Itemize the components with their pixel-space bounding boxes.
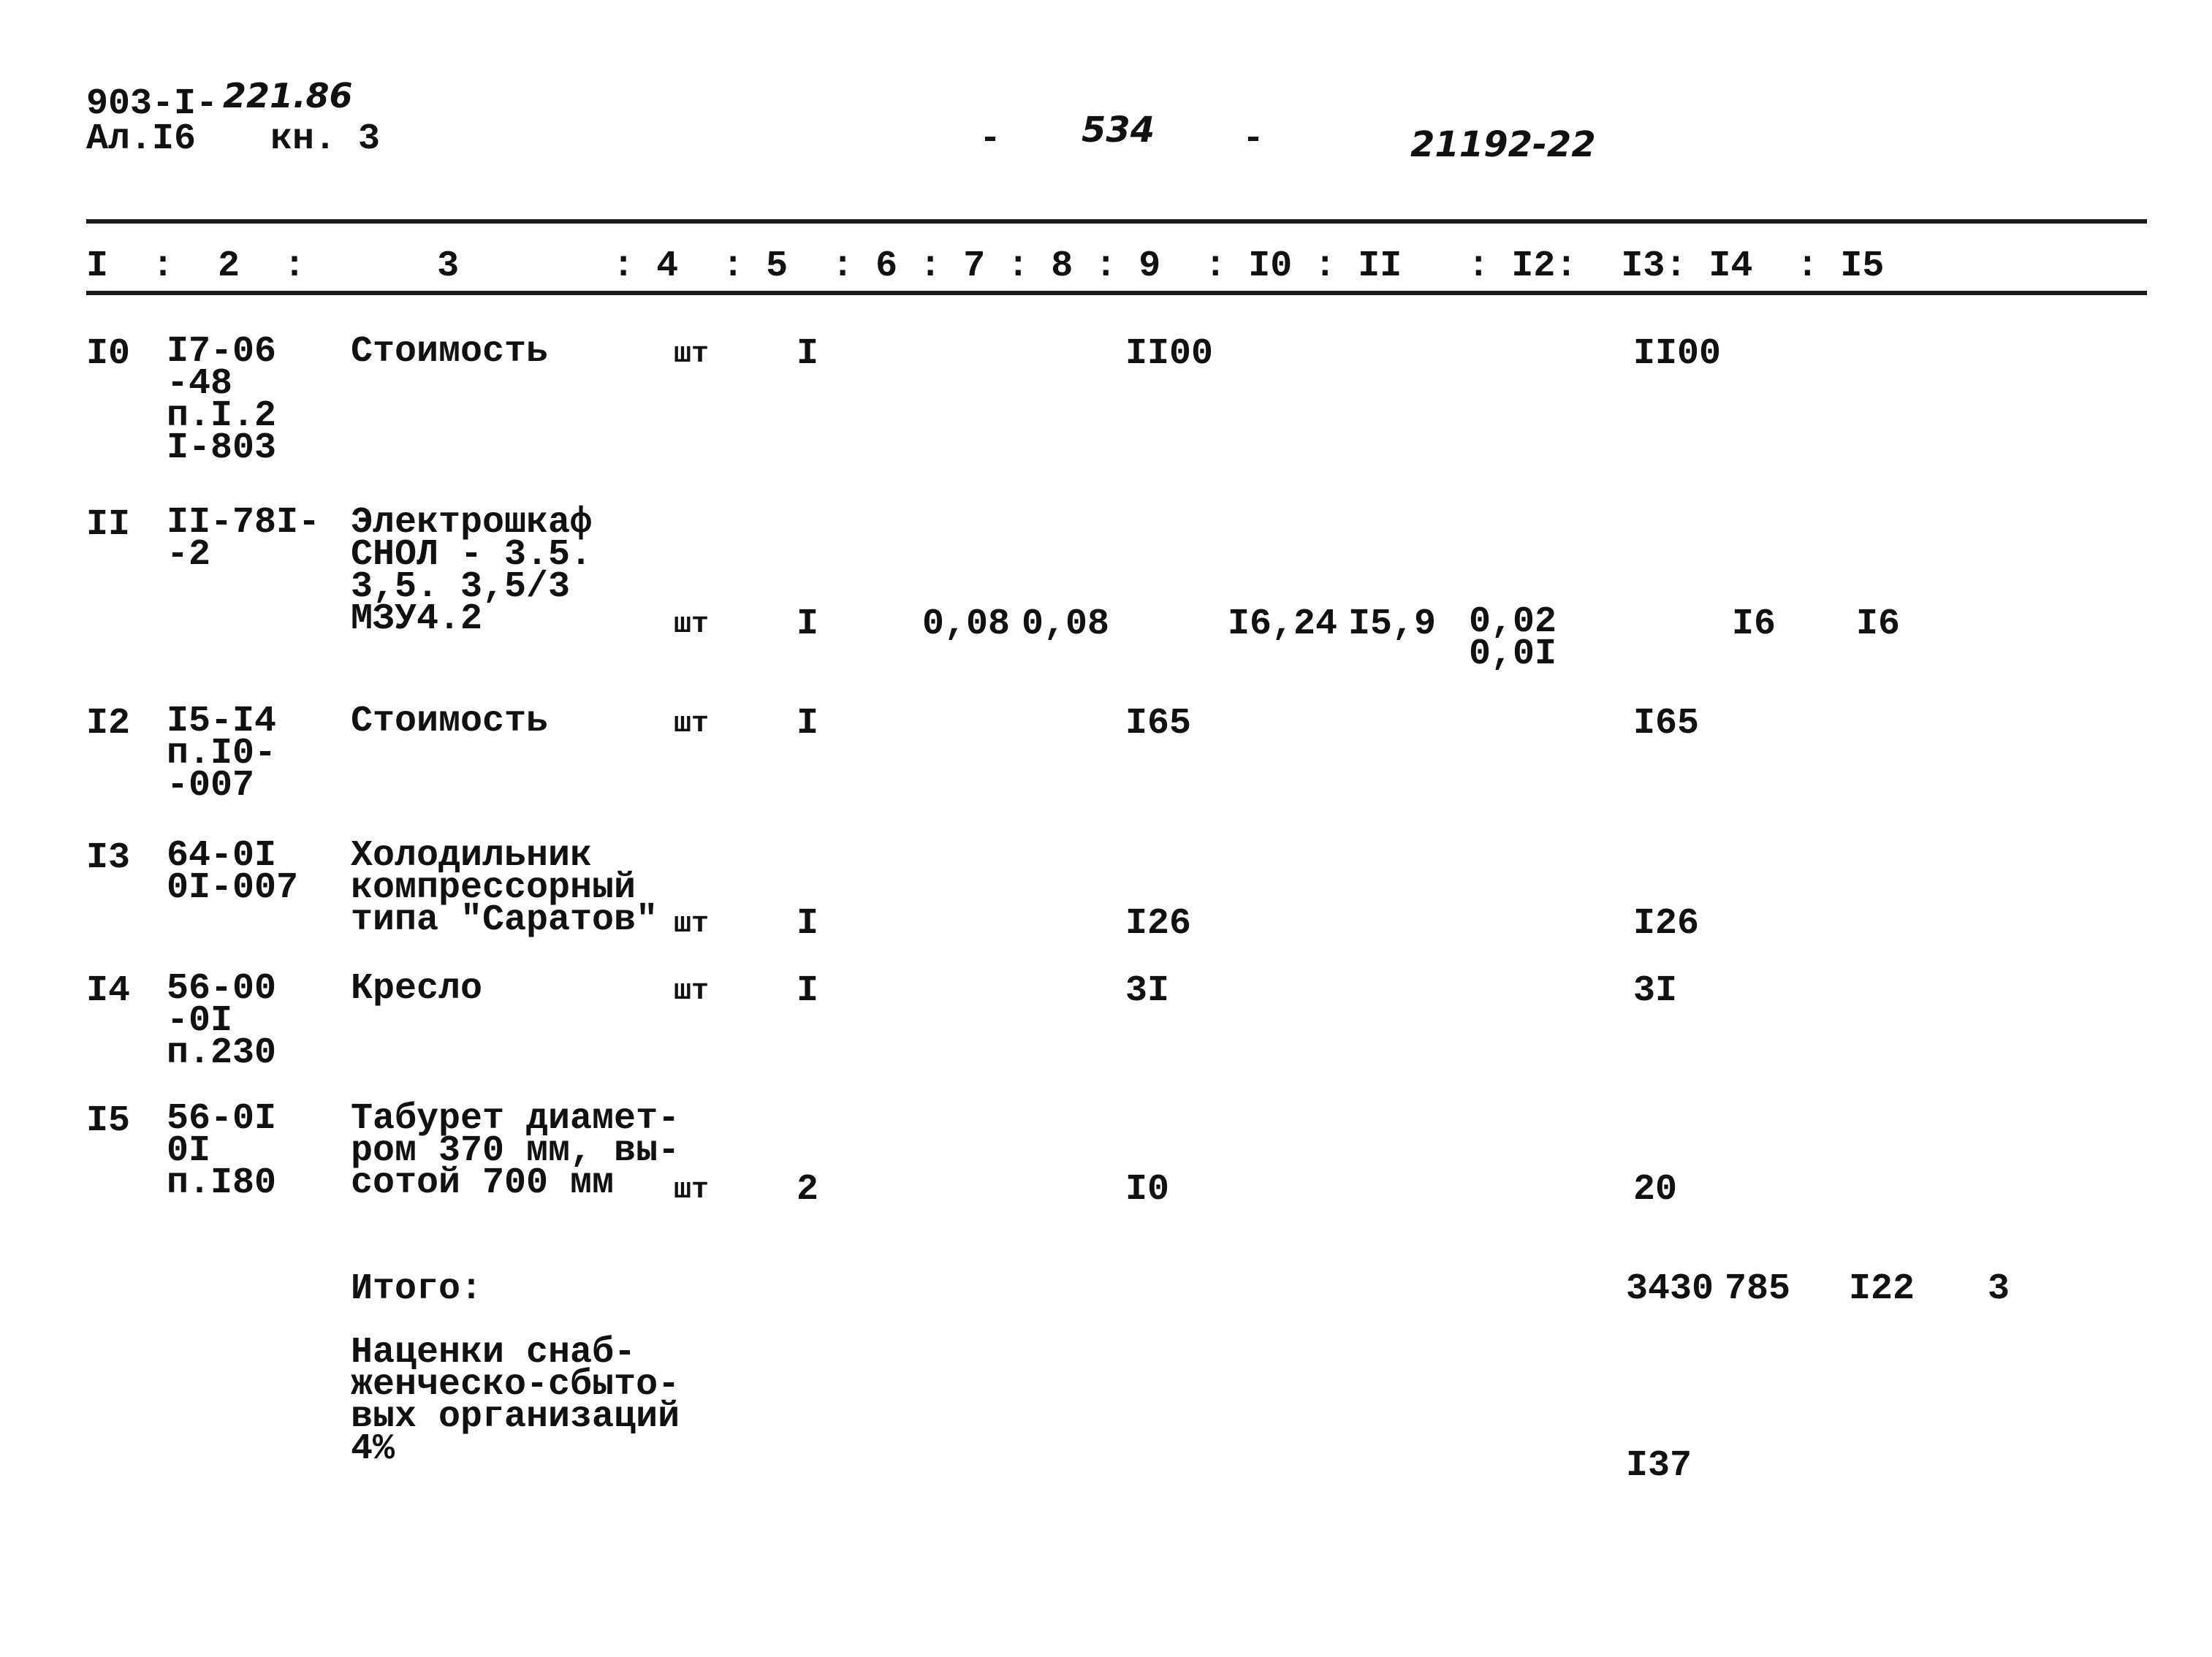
row-name: Электрошкаф СНОЛ - 3.5. 3,5. 3,5/3 МЗУ4.2: [351, 502, 593, 640]
row-unit: шт: [674, 708, 710, 741]
row-code: II-78I- -2: [167, 502, 321, 576]
row-unit: шт: [674, 975, 710, 1008]
totals-col14: 3: [1988, 1268, 2010, 1310]
row-col8: I26: [1125, 903, 1192, 945]
row-name: Стоимость: [351, 701, 549, 742]
row-col12: I65: [1633, 703, 1700, 744]
header-dash-left: -: [979, 118, 1002, 160]
row-quantity: 2: [797, 1169, 819, 1211]
row-code: 56-00 -0I п.230: [167, 968, 277, 1074]
totals-label: Итого:: [351, 1268, 483, 1310]
header-bottom-rule: [86, 291, 2147, 295]
row-col11: 0,02 0,0I: [1469, 601, 1557, 675]
row-col8: I0: [1125, 1169, 1170, 1211]
row-col7: 0,08: [1022, 603, 1110, 645]
document-code-handwritten: 221.86: [223, 76, 353, 115]
page-number: 534: [1082, 110, 1155, 151]
row-quantity: I: [797, 703, 819, 744]
row-number: I2: [86, 703, 131, 744]
row-col12: I26: [1633, 903, 1700, 945]
row-number: I0: [86, 333, 131, 375]
row-col13: I6: [1856, 603, 1901, 645]
header-dash-right: -: [1242, 118, 1265, 160]
row-name: Табурет диамет- ром 370 мм, вы- сотой 700 мм: [351, 1098, 680, 1204]
row-unit: шт: [674, 338, 710, 371]
row-number: I5: [86, 1100, 131, 1142]
totals-col12b: 785: [1725, 1268, 1791, 1310]
album-label: Ал.I6: [86, 118, 197, 160]
row-name: Стоимость: [351, 331, 549, 373]
row-col8: I65: [1125, 703, 1192, 744]
row-number: I3: [86, 837, 131, 879]
totals-col13: I22: [1849, 1268, 1915, 1310]
markup-col12: I37: [1626, 1445, 1692, 1487]
row-quantity: I: [797, 970, 819, 1012]
row-code: 56-0I 0I п.I80: [167, 1098, 277, 1204]
column-numbers-header: I : 2 : 3 : 4 : 5 : 6 : 7 : 8 : 9 : I0 : II : I2: I3: I4 : I5: [86, 245, 1885, 287]
row-name: Холодильник компрессорный типа "Саратов": [351, 835, 658, 941]
row-col12: 20: [1633, 1169, 1678, 1211]
archive-number: 21192-22: [1410, 124, 1596, 165]
row-col12: I6: [1732, 603, 1776, 645]
row-number: I4: [86, 970, 131, 1012]
row-col10: I5,9: [1348, 603, 1437, 645]
row-code: I7-06 -48 п.I.2 I-803: [167, 331, 277, 469]
row-col12: II00: [1633, 333, 1722, 375]
row-name: Кресло: [351, 968, 483, 1010]
row-code: 64-0I 0I-007: [167, 835, 299, 909]
totals-col12: 3430: [1626, 1268, 1714, 1310]
row-quantity: I: [797, 603, 819, 645]
book-label: кн. 3: [270, 118, 381, 160]
row-col12: 3I: [1633, 970, 1678, 1012]
markup-label: Наценки снаб- женческо-сбыто- вых организаций 4%: [351, 1332, 680, 1470]
row-number: II: [86, 504, 131, 546]
row-quantity: I: [797, 333, 819, 375]
row-unit: шт: [674, 908, 710, 941]
top-rule: [86, 219, 2147, 224]
row-col8: II00: [1125, 333, 1214, 375]
row-unit: шт: [674, 1174, 710, 1207]
row-col9: I6,24: [1228, 603, 1338, 645]
row-unit: шт: [674, 609, 710, 641]
document-code-prefix: 903-I-: [86, 83, 218, 125]
row-quantity: I: [797, 903, 819, 945]
row-col8: 3I: [1125, 970, 1170, 1012]
row-code: I5-I4 п.I0- -007: [167, 701, 277, 807]
row-col6: 0,08: [922, 603, 1011, 645]
